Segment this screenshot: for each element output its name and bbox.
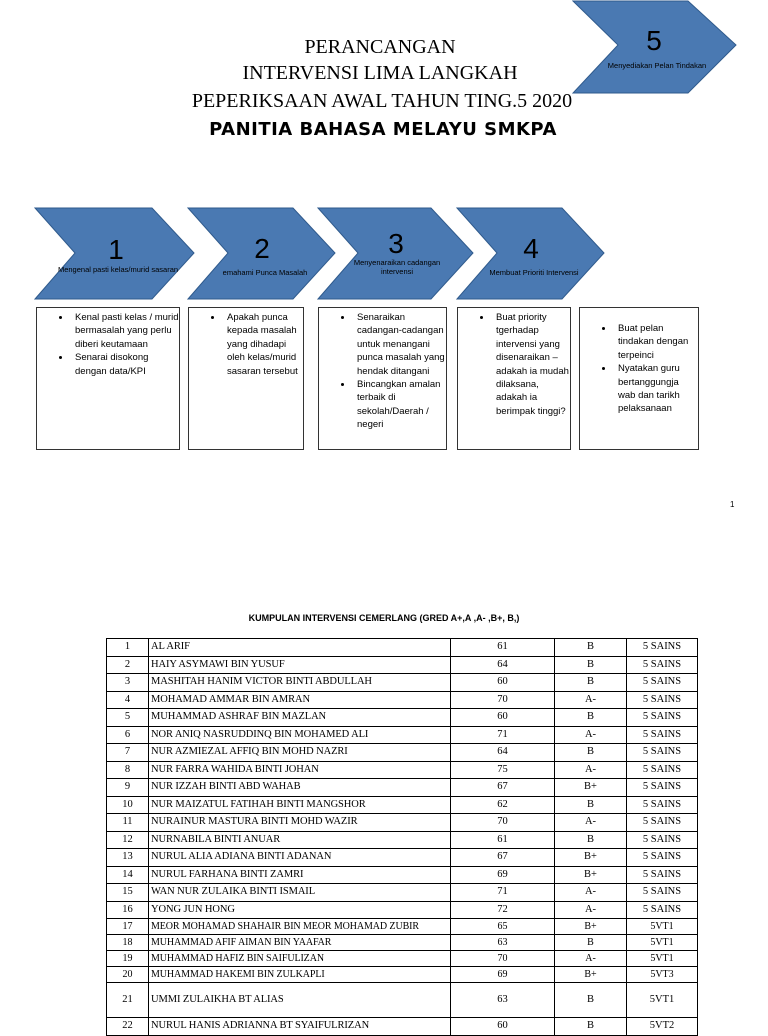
student-name: MASHITAH HANIM VICTOR BINTI ABDULLAH xyxy=(149,674,451,692)
title-line-3: PEPERIKSAAN AWAL TAHUN TING.5 2020 xyxy=(191,90,573,112)
student-class: 5 SAINS xyxy=(627,849,698,867)
student-grade: B xyxy=(555,935,627,951)
student-class: 5 SAINS xyxy=(627,761,698,779)
student-mark: 67 xyxy=(451,779,555,797)
step-1-item: • Kenal pasti kelas / murid bermasalah yang perlu diberi keutamaan xyxy=(71,311,179,351)
student-mark: 64 xyxy=(451,656,555,674)
step-5-item: • Buat pelan tindakan dengan terpeinci xyxy=(614,322,698,362)
table-row xyxy=(107,967,698,983)
student-name: HAIY ASYMAWI BIN YUSUF xyxy=(149,656,451,674)
row-number: 22 xyxy=(107,1018,149,1036)
student-name: WAN NUR ZULAIKA BINTI ISMAIL xyxy=(149,884,451,902)
student-name: NURUL ALIA ADIANA BINTI ADANAN xyxy=(149,849,451,867)
student-name: NUR FARRA WAHIDA BINTI JOHAN xyxy=(149,761,451,779)
table-row xyxy=(107,866,698,884)
student-class: 5VT2 xyxy=(627,1018,698,1036)
table-row xyxy=(107,919,698,935)
step-3-item: • Senaraikan cadangan-cadangan untuk menangani punca masalah yang hendak ditangani xyxy=(353,311,446,378)
step-2-caption: emahami Punca Masalah xyxy=(222,268,308,277)
student-grade: B+ xyxy=(555,866,627,884)
student-name: MUHAMMAD ASHRAF BIN MAZLAN xyxy=(149,709,451,727)
student-name: NURUL FARHANA BINTI ZAMRI xyxy=(149,866,451,884)
student-grade: B+ xyxy=(555,779,627,797)
student-class: 5VT1 xyxy=(627,935,698,951)
step-3-number: 3 xyxy=(388,228,404,259)
student-grade: A- xyxy=(555,761,627,779)
student-class: 5 SAINS xyxy=(627,901,698,919)
student-mark: 61 xyxy=(451,639,555,657)
student-grade: B xyxy=(555,709,627,727)
row-number: 9 xyxy=(107,779,149,797)
student-grade: B xyxy=(555,674,627,692)
step-4-caption: Membuat Prioriti Intervensi xyxy=(489,268,579,277)
student-class: 5VT1 xyxy=(627,951,698,967)
student-grade: B xyxy=(555,983,627,1018)
student-grade: B+ xyxy=(555,849,627,867)
table-row xyxy=(107,726,698,744)
student-grade: A- xyxy=(555,884,627,902)
student-grade: A- xyxy=(555,691,627,709)
student-grade: B xyxy=(555,796,627,814)
row-number: 19 xyxy=(107,951,149,967)
step-3-box xyxy=(318,307,447,450)
title-line-2: INTERVENSI LIMA LANGKAH xyxy=(242,62,518,84)
row-number: 7 xyxy=(107,744,149,762)
student-grade: B xyxy=(555,744,627,762)
student-mark: 72 xyxy=(451,901,555,919)
table-row xyxy=(107,849,698,867)
step-1-caption: Mengenal pasti kelas/murid sasaran xyxy=(57,265,179,274)
student-grade: B+ xyxy=(555,967,627,983)
student-name: MUHAMMAD AFIF AIMAN BIN YAAFAR xyxy=(149,935,451,951)
row-number: 21 xyxy=(107,983,149,1018)
row-number: 4 xyxy=(107,691,149,709)
row-number: 6 xyxy=(107,726,149,744)
student-mark: 70 xyxy=(451,814,555,832)
student-mark: 70 xyxy=(451,691,555,709)
step-2-chevron xyxy=(187,207,337,300)
student-class: 5 SAINS xyxy=(627,866,698,884)
student-class: 5 SAINS xyxy=(627,656,698,674)
student-mark: 64 xyxy=(451,744,555,762)
student-name: NUR MAIZATUL FATIHAH BINTI MANGSHOR xyxy=(149,796,451,814)
step-2-item: • Apakah punca kepada masalah yang dihadapi oleh kelas/murid sasaran tersebut xyxy=(223,311,303,378)
student-name: NURUL HANIS ADRIANNA BT SYAIFULRIZAN xyxy=(149,1018,451,1036)
row-number: 15 xyxy=(107,884,149,902)
table-row xyxy=(107,709,698,727)
student-class: 5 SAINS xyxy=(627,744,698,762)
student-grade: A- xyxy=(555,814,627,832)
title-committee: PANITIA BAHASA MELAYU SMKPA xyxy=(209,119,557,140)
row-number: 8 xyxy=(107,761,149,779)
student-mark: 63 xyxy=(451,983,555,1018)
row-number: 18 xyxy=(107,935,149,951)
step-5-chevron xyxy=(572,0,738,94)
student-mark: 61 xyxy=(451,831,555,849)
table-row xyxy=(107,761,698,779)
row-number: 5 xyxy=(107,709,149,727)
student-mark: 67 xyxy=(451,849,555,867)
step-3-caption: Menyenaraikan cadangan intervensi xyxy=(353,258,441,276)
student-mark: 65 xyxy=(451,919,555,935)
row-number: 11 xyxy=(107,814,149,832)
student-grade: B+ xyxy=(555,919,627,935)
student-class: 5 SAINS xyxy=(627,814,698,832)
student-mark: 69 xyxy=(451,866,555,884)
step-2-number: 2 xyxy=(254,233,270,264)
student-mark: 75 xyxy=(451,761,555,779)
table-row xyxy=(107,1018,698,1036)
step-1-number: 1 xyxy=(108,234,124,265)
student-name: MUHAMMAD HAFIZ BIN SAIFULIZAN xyxy=(149,951,451,967)
student-class: 5VT1 xyxy=(627,983,698,1018)
student-name: AL ARIF xyxy=(149,639,451,657)
table-row xyxy=(107,639,698,657)
student-class: 5VT3 xyxy=(627,967,698,983)
step-4-number: 4 xyxy=(523,233,539,264)
student-table xyxy=(106,638,698,1036)
student-class: 5 SAINS xyxy=(627,639,698,657)
student-mark: 62 xyxy=(451,796,555,814)
row-number: 16 xyxy=(107,901,149,919)
student-grade: A- xyxy=(555,726,627,744)
step-1-box xyxy=(36,307,180,450)
table-row xyxy=(107,831,698,849)
table-row xyxy=(107,814,698,832)
student-name: UMMI ZULAIKHA BT ALIAS xyxy=(149,983,451,1018)
table-row xyxy=(107,779,698,797)
row-number: 3 xyxy=(107,674,149,692)
student-mark: 71 xyxy=(451,726,555,744)
student-name: NUR AZMIEZAL AFFIQ BIN MOHD NAZRI xyxy=(149,744,451,762)
student-grade: B xyxy=(555,1018,627,1036)
step-4-chevron xyxy=(456,207,606,300)
student-mark: 60 xyxy=(451,1018,555,1036)
student-mark: 63 xyxy=(451,935,555,951)
student-mark: 60 xyxy=(451,674,555,692)
student-mark: 71 xyxy=(451,884,555,902)
step-2-box xyxy=(188,307,304,450)
student-name: NUR IZZAH BINTI ABD WAHAB xyxy=(149,779,451,797)
step-5-box xyxy=(579,307,699,450)
step-1-item: • Senarai disokong dengan data/KPI xyxy=(71,351,179,378)
student-grade: B xyxy=(555,831,627,849)
table-row xyxy=(107,744,698,762)
title-line-1: PERANCANGAN xyxy=(304,36,456,58)
student-class: 5 SAINS xyxy=(627,831,698,849)
student-class: 5 SAINS xyxy=(627,691,698,709)
student-name: NURNABILA BINTI ANUAR xyxy=(149,831,451,849)
row-number: 10 xyxy=(107,796,149,814)
student-name: MEOR MOHAMAD SHAHAIR BIN MEOR MOHAMAD ZUBIR xyxy=(149,919,451,935)
student-mark: 69 xyxy=(451,967,555,983)
student-class: 5 SAINS xyxy=(627,709,698,727)
table-row xyxy=(107,983,698,1018)
student-grade: A- xyxy=(555,901,627,919)
table-row xyxy=(107,796,698,814)
step-3-item: • Bincangkan amalan terbaik di sekolah/Daerah / negeri xyxy=(353,378,446,432)
table-row xyxy=(107,884,698,902)
student-class: 5 SAINS xyxy=(627,796,698,814)
row-number: 20 xyxy=(107,967,149,983)
step-4-item: • Buat priority tgerhadap intervensi yang disenaraikan – adakah ia mudah dilaksana, adakah ia berimpak tinggi? xyxy=(492,311,570,418)
row-number: 12 xyxy=(107,831,149,849)
table-row xyxy=(107,656,698,674)
student-mark: 60 xyxy=(451,709,555,727)
student-class: 5 SAINS xyxy=(627,884,698,902)
table-row xyxy=(107,691,698,709)
step-3-chevron xyxy=(317,207,475,300)
student-class: 5 SAINS xyxy=(627,726,698,744)
student-class: 5 SAINS xyxy=(627,674,698,692)
table-row xyxy=(107,674,698,692)
row-number: 2 xyxy=(107,656,149,674)
student-grade: B xyxy=(555,656,627,674)
student-name: MUHAMMAD HAKEMI BIN ZULKAPLI xyxy=(149,967,451,983)
row-number: 1 xyxy=(107,639,149,657)
table-row xyxy=(107,935,698,951)
student-class: 5 SAINS xyxy=(627,779,698,797)
step-5-caption: Menyediakan Pelan Tindakan xyxy=(607,61,707,70)
step-4-box xyxy=(457,307,571,450)
step-5-number: 5 xyxy=(646,25,662,56)
student-name: MOHAMAD AMMAR BIN AMRAN xyxy=(149,691,451,709)
student-name: NOR ANIQ NASRUDDINQ BIN MOHAMED ALI xyxy=(149,726,451,744)
table-title: KUMPULAN INTERVENSI CEMERLANG (GRED A+,A ,A- ,B+, B,) xyxy=(248,613,520,623)
row-number: 17 xyxy=(107,919,149,935)
page-number: 1 xyxy=(730,500,735,509)
student-grade: B xyxy=(555,639,627,657)
step-5-item: • Nyatakan guru bertanggungja wab dan tarikh pelaksanaan xyxy=(614,362,698,416)
table-row xyxy=(107,901,698,919)
student-name: NURAINUR MASTURA BINTI MOHD WAZIR xyxy=(149,814,451,832)
student-name: YONG JUN HONG xyxy=(149,901,451,919)
row-number: 13 xyxy=(107,849,149,867)
student-grade: A- xyxy=(555,951,627,967)
student-mark: 70 xyxy=(451,951,555,967)
student-class: 5VT1 xyxy=(627,919,698,935)
table-row xyxy=(107,951,698,967)
step-1-chevron xyxy=(34,207,196,300)
row-number: 14 xyxy=(107,866,149,884)
